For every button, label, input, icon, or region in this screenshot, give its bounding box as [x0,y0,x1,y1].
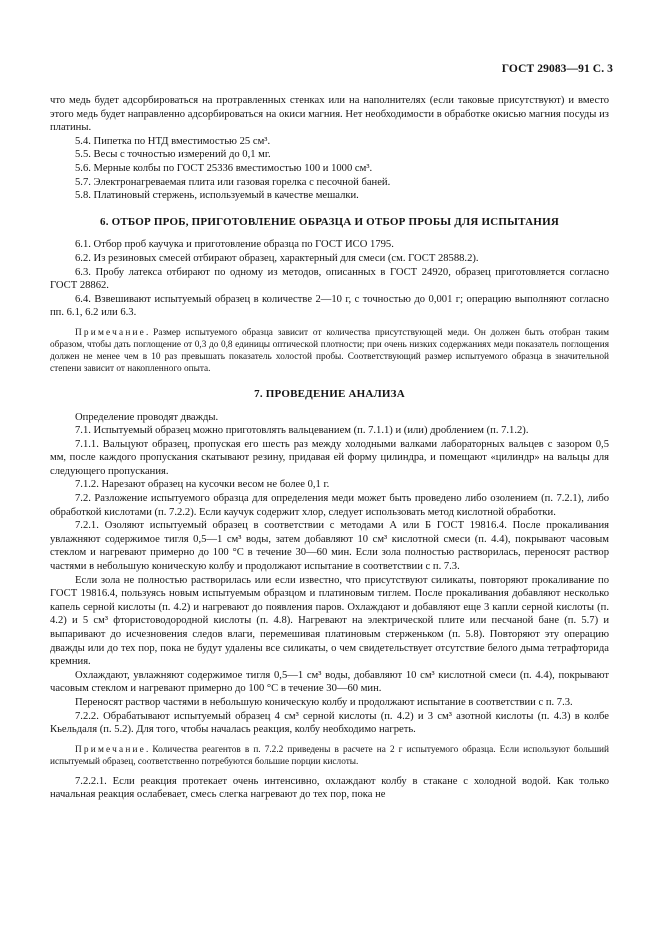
note-text: . Размер испытуемого образца зависит от количества присутствующей меди. Он должен быть отобран таким образом, чтобы дать поглощение от 0,3 до 0,8 единицы оптической плотности; при очень низких содержаниях меди показатель поглощения должен не менее чем в 10 раз превышать показатель холостой пробы. Соответствующий размер испытуемого образца в значительной степени зависит от накопленного опыта. [50,327,609,374]
paragraph: 7.1.2. Нарезают образец на кусочки весом не более 0,1 г. [75,479,330,491]
paragraph: 6.4. Взвешивают испытуемый образец в количестве 2—10 г, с точностью до 0,001 г; операцию выполняют согласно пп. 6.1, 6.2 или 6.3. [50,293,609,319]
section-heading: 7. ПРОВЕДЕНИЕ АНАЛИЗА [254,387,405,400]
paragraph: Если зола не полностью растворилась или если известно, что присутствуют силикаты, повторяют прокаливание по ГОСТ 19816.4, пользуясь новым испытуемым образцом и платиновым тиглем. После прокаливания добавляют несколько капель серной кислоты (п. 4.2) и нагревают до появления паров. Охлаждают и добавляют еще 3 капли серной кислоты (п. 4.2) и 5 см³ фтористоводородной кислоты (п. 4.8). Нагревают на электрической плите или песчаной бане (п. 5.7) и выпаривают до исчезновения следов влаги, перемешивая платиновым стерженьком (п. 5.8). Повторяют эту операцию дважды или до тех пор, пока не будут удалены все силикаты, о чем свидетельствует отсутствие белого дыма тетрафторида кремния. [50,574,609,668]
paragraph: 5.7. Электронагреваемая плита или газовая горелка с песочной баней. [75,176,391,188]
paragraph: 5.5. Весы с точностью измерений до 0,1 мг. [75,149,271,161]
paragraph: 5.4. Пипетка по НТД вместимостью 25 см³. [75,135,271,147]
paragraph: Охлаждают, увлажняют содержимое тигля 0,5—1 см³ воды, добавляют 10 см³ кислотной смеси (п. 4.4), покрывают часовым стеклом и нагревают примерно до 100 °С в течение 30—60 мин. [50,669,609,695]
paragraph: 7.2.2. Обрабатывают испытуемый образец 4 см³ серной кислоты (п. 4.2) и 3 см³ азотной кислоты (п. 4.3) в колбе Кьельдаля (п. 5.2). Для того, чтобы началась реакция, колбу необходимо нагреть. [50,710,609,736]
paragraph: 7.1.1. Вальцуют образец, пропуская его шесть раз между холодными валками лабораторных вальцев с зазором 0,5 мм, после каждого пропускания скатывают резину, придавая ей форму цилиндра, и помещают «цилиндр» на вальцы для следующего пропускания. [50,438,609,477]
page-header: ГОСТ 29083—91 С. 3 [501,63,613,75]
paragraph: Определение проводят дважды. [75,411,219,423]
note [50,744,609,768]
paragraph: 7.2. Разложение испытуемого образца для определения меди может быть проведено либо озолением (п. 7.2.1), либо обработкой кислотами (п. 7.2.2). Если каучук содержит хлор, следует использовать метод кислотной обработки. [50,493,609,518]
paragraph: 7.2.2.1. Если реакция протекает очень интенсивно, охлаждают колбу в стакане с холодной водой. Как только начальная реакция ослабевает, смесь слегка нагревают до тех пор, пока не [50,775,609,801]
note [50,327,609,375]
paragraph: 6.2. Из резиновых смесей отбирают образец, характерный для смеси (см. ГОСТ 28588.2). [75,252,479,264]
document-body [50,94,609,802]
paragraph: 5.8. Платиновый стержень, используемый в качестве мешалки. [75,190,359,202]
paragraph: 5.6. Мерные колбы по ГОСТ 25336 вместимостью 100 и 1000 см³. [75,162,373,174]
note-label: Примечание [75,327,146,338]
note-text: . Количества реагентов в п. 7.2.2 приведены в расчете на 2 г испытуемого образца. Если используют больший испытуемый образец, соответственно потребуются большие порции кислоты. [50,744,609,767]
paragraph: 7.2.1. Озоляют испытуемый образец в соответствии с методами А или Б ГОСТ 19816.4. После прокаливания увлажняют содержимое тигля 0,5—1 см³ воды, затем добавляют 10 см³ кислотной смеси (п. 4.4), покрывают часовым стеклом и нагревают примерно до 100 °С в течение 30—60 мин. Если зола полностью растворилась, переносят раствор частями в небольшую коническую колбу и продолжают испытание в соответствии с п. 7.3. [50,520,609,573]
section-heading: 6. ОТБОР ПРОБ, ПРИГОТОВЛЕНИЕ ОБРАЗЦА И ОТБОР ПРОБЫ ДЛЯ ИСПЫТАНИЯ [100,215,559,228]
paragraph: 6.3. Пробу латекса отбирают по одному из методов, описанных в ГОСТ 24920, образец приготовляется согласно ГОСТ 28862. [50,266,609,292]
paragraph: 6.1. Отбор проб каучука и приготовление образца по ГОСТ ИСО 1795. [75,239,394,251]
paragraph: 7.1. Испытуемый образец можно приготовлять вальцеванием (п. 7.1.1) и (или) дроблением (п. 7.1.2). [75,425,529,437]
paragraph: что медь будет адсорбироваться на протравленных стенках или на наполнителях (если таковые присутствуют) и вместо этого медь будет направленно адсорбироваться на окиси магния. Нет необходимости в обработке окисью магния посуды из платины. [50,95,609,134]
paragraph: Переносят раствор частями в небольшую коническую колбу и продолжают испытание в соответствии с п. 7.3. [75,696,573,708]
note-label: Примечание [75,744,146,755]
